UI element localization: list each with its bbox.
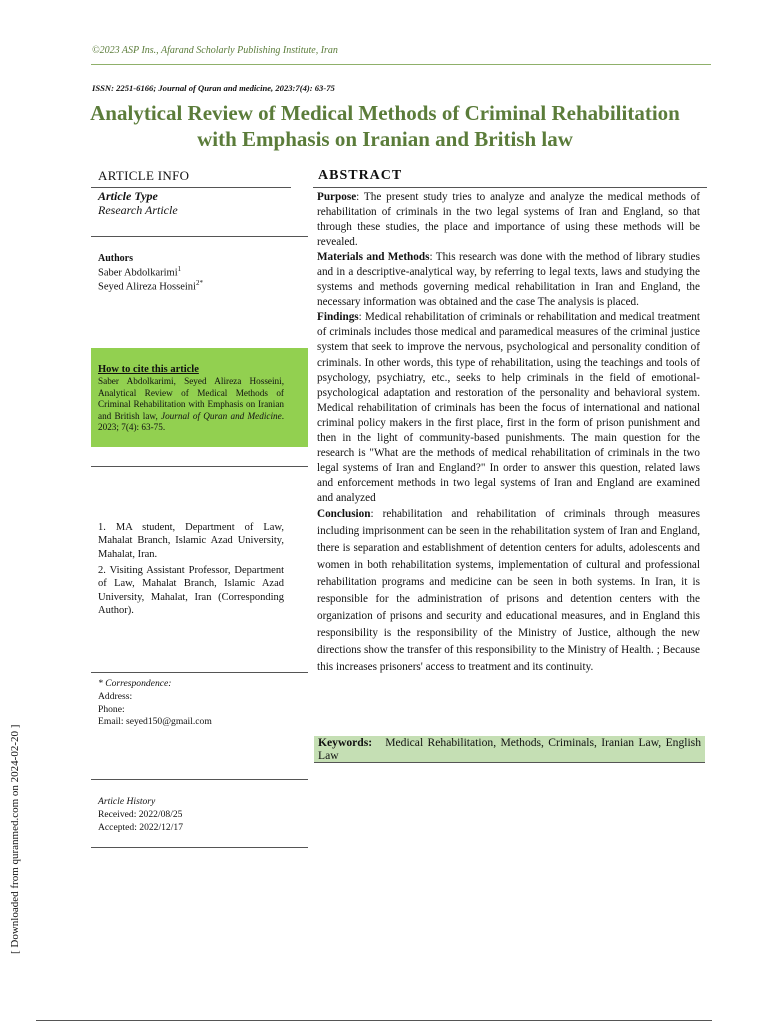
correspondence-email[interactable]: Email: seyed150@gmail.com — [98, 716, 212, 728]
correspondence-block — [98, 678, 212, 729]
section-divider — [91, 466, 308, 467]
section-divider — [91, 847, 308, 848]
header-divider — [91, 64, 711, 65]
history-received: Received: 2022/08/25 — [98, 808, 183, 820]
abstract-methods: Materials and Methods: This research was done with the method of library studies and in a descriptive-analytical way, by referring to legal texts, laws and studying the systems and methods governing medical rehabilitation in Iran and England, the necessary information was obtained and the case The analysis is placed. — [317, 251, 700, 309]
abstract-findings: Findings: Medical rehabilitation of criminals or rehabilitation and medical treatment of criminals includes those medical and paramedical measures of the criminal justice system that seek to improve the nervous, psychological and personality condition of criminals. In other words, this type of rehabilitation, using the teachings and tools of psychology, psychiatry, etc., seeks to help criminals in the field of emotional-psychological adaptation and restoration of the personality and behavioral system. Medical rehabilitation of criminals has been the focus of international and national criminal policy makers in the first place, first in the form of prison punishment and then in the light of community-based punishments. The main question for the research is "What are the methods of medical rehabilitation of criminals in the two legal systems of Iran and England?" In order to answer this question, related laws and enforcement methods in two legal systems of Iran and England are examined and analyzed — [317, 311, 700, 504]
citation-text: Saber Abdolkarimi, Seyed Alireza Hosseini, Analytical Review of Medical Methods of Criminal Rehabilitation with Emphasis on Iranian and British law, Journal of Quran and Medicine. 2023; 7(4): 63-75. — [98, 376, 285, 433]
abstract-rule — [313, 187, 707, 188]
history-accepted: Accepted: 2022/12/17 — [98, 821, 183, 833]
section-divider — [91, 236, 308, 237]
correspondence-label: * Correspondence: — [98, 678, 172, 689]
keywords-text: Keywords: Medical Rehabilitation, Methods, Criminals, Iranian Law, English Law — [318, 736, 701, 763]
download-side-note: [ Downloaded from quranmed.com on 2024-02-20 ] — [9, 724, 21, 954]
correspondence-phone: Phone: — [98, 703, 125, 715]
title-line-2: with Emphasis on Iranian and British law — [197, 127, 573, 151]
correspondence-address: Address: — [98, 690, 133, 702]
affiliation-2: 2. Visiting Assistant Professor, Department of Law, Mahalat Branch, Islamic Azad University, Mahalat, Iran (Corresponding Author). — [98, 565, 284, 617]
authors-label: Authors — [98, 253, 134, 264]
author-2: Seyed Alireza Hosseini$^{2*}$ — [98, 279, 203, 293]
how-to-cite-box — [91, 348, 308, 447]
article-info-heading: ARTICLE INFO — [98, 168, 190, 183]
article-history — [98, 796, 183, 834]
title-line-1: Analytical Review of Medical Methods of Criminal Rehabilitation — [90, 101, 680, 125]
abstract-body — [317, 190, 700, 676]
article-info-rule — [91, 187, 291, 188]
how-to-cite-heading: How to cite this article — [98, 364, 199, 375]
history-label: Article History — [98, 796, 156, 807]
article-type-value: Research Article — [98, 203, 178, 217]
issn-line: ISSN: 2251-6166; Journal of Quran and medicine, 2023:7(4): 63-75 — [92, 83, 335, 93]
affiliation-1: 1. MA student, Department of Law, Mahalat Branch, Islamic Azad University, Mahalat, Iran. — [98, 522, 284, 560]
author-1: Saber Abdolkarimi$^1$ — [98, 265, 182, 279]
abstract-conclusion: Conclusion: rehabilitation and rehabilitation of criminals through measures including imprisonment can be seen in the rehabilitation system of Iran and England, there is separation and establishment of detention centers for adults, adolescents and women in both rehabilitation systems, implementation of cultural and professional rehabilitation programs and medicine can be seen in both systems. In Iran, it is responsible for the administration of prisons and detention centers with the organization of prisons and security and educational measures, and in England this responsibility is the responsibility of the Ministry of Justice, although the new directions show the transfer of this responsibility to the Ministry of Health. ; Because this increases prisoners' access to treatment and its continuity. — [317, 507, 700, 673]
abstract-heading: ABSTRACT — [318, 168, 403, 183]
section-divider — [91, 672, 308, 673]
keywords-box — [314, 736, 705, 763]
article-title — [60, 100, 710, 152]
footer-rule — [36, 1020, 712, 1021]
abstract-purpose: Purpose: The present study tries to analyze and analyze the medical methods of rehabilitation of criminals in the two legal systems of Iran and England, so that through these studies, the place and importance of using these methods will be revealed. — [317, 191, 700, 249]
article-type-label: Article Type — [98, 189, 158, 203]
copyright-notice: ©2023 ASP Ins., Afarand Scholarly Publishing Institute, Iran — [92, 45, 338, 56]
section-divider — [91, 779, 308, 780]
